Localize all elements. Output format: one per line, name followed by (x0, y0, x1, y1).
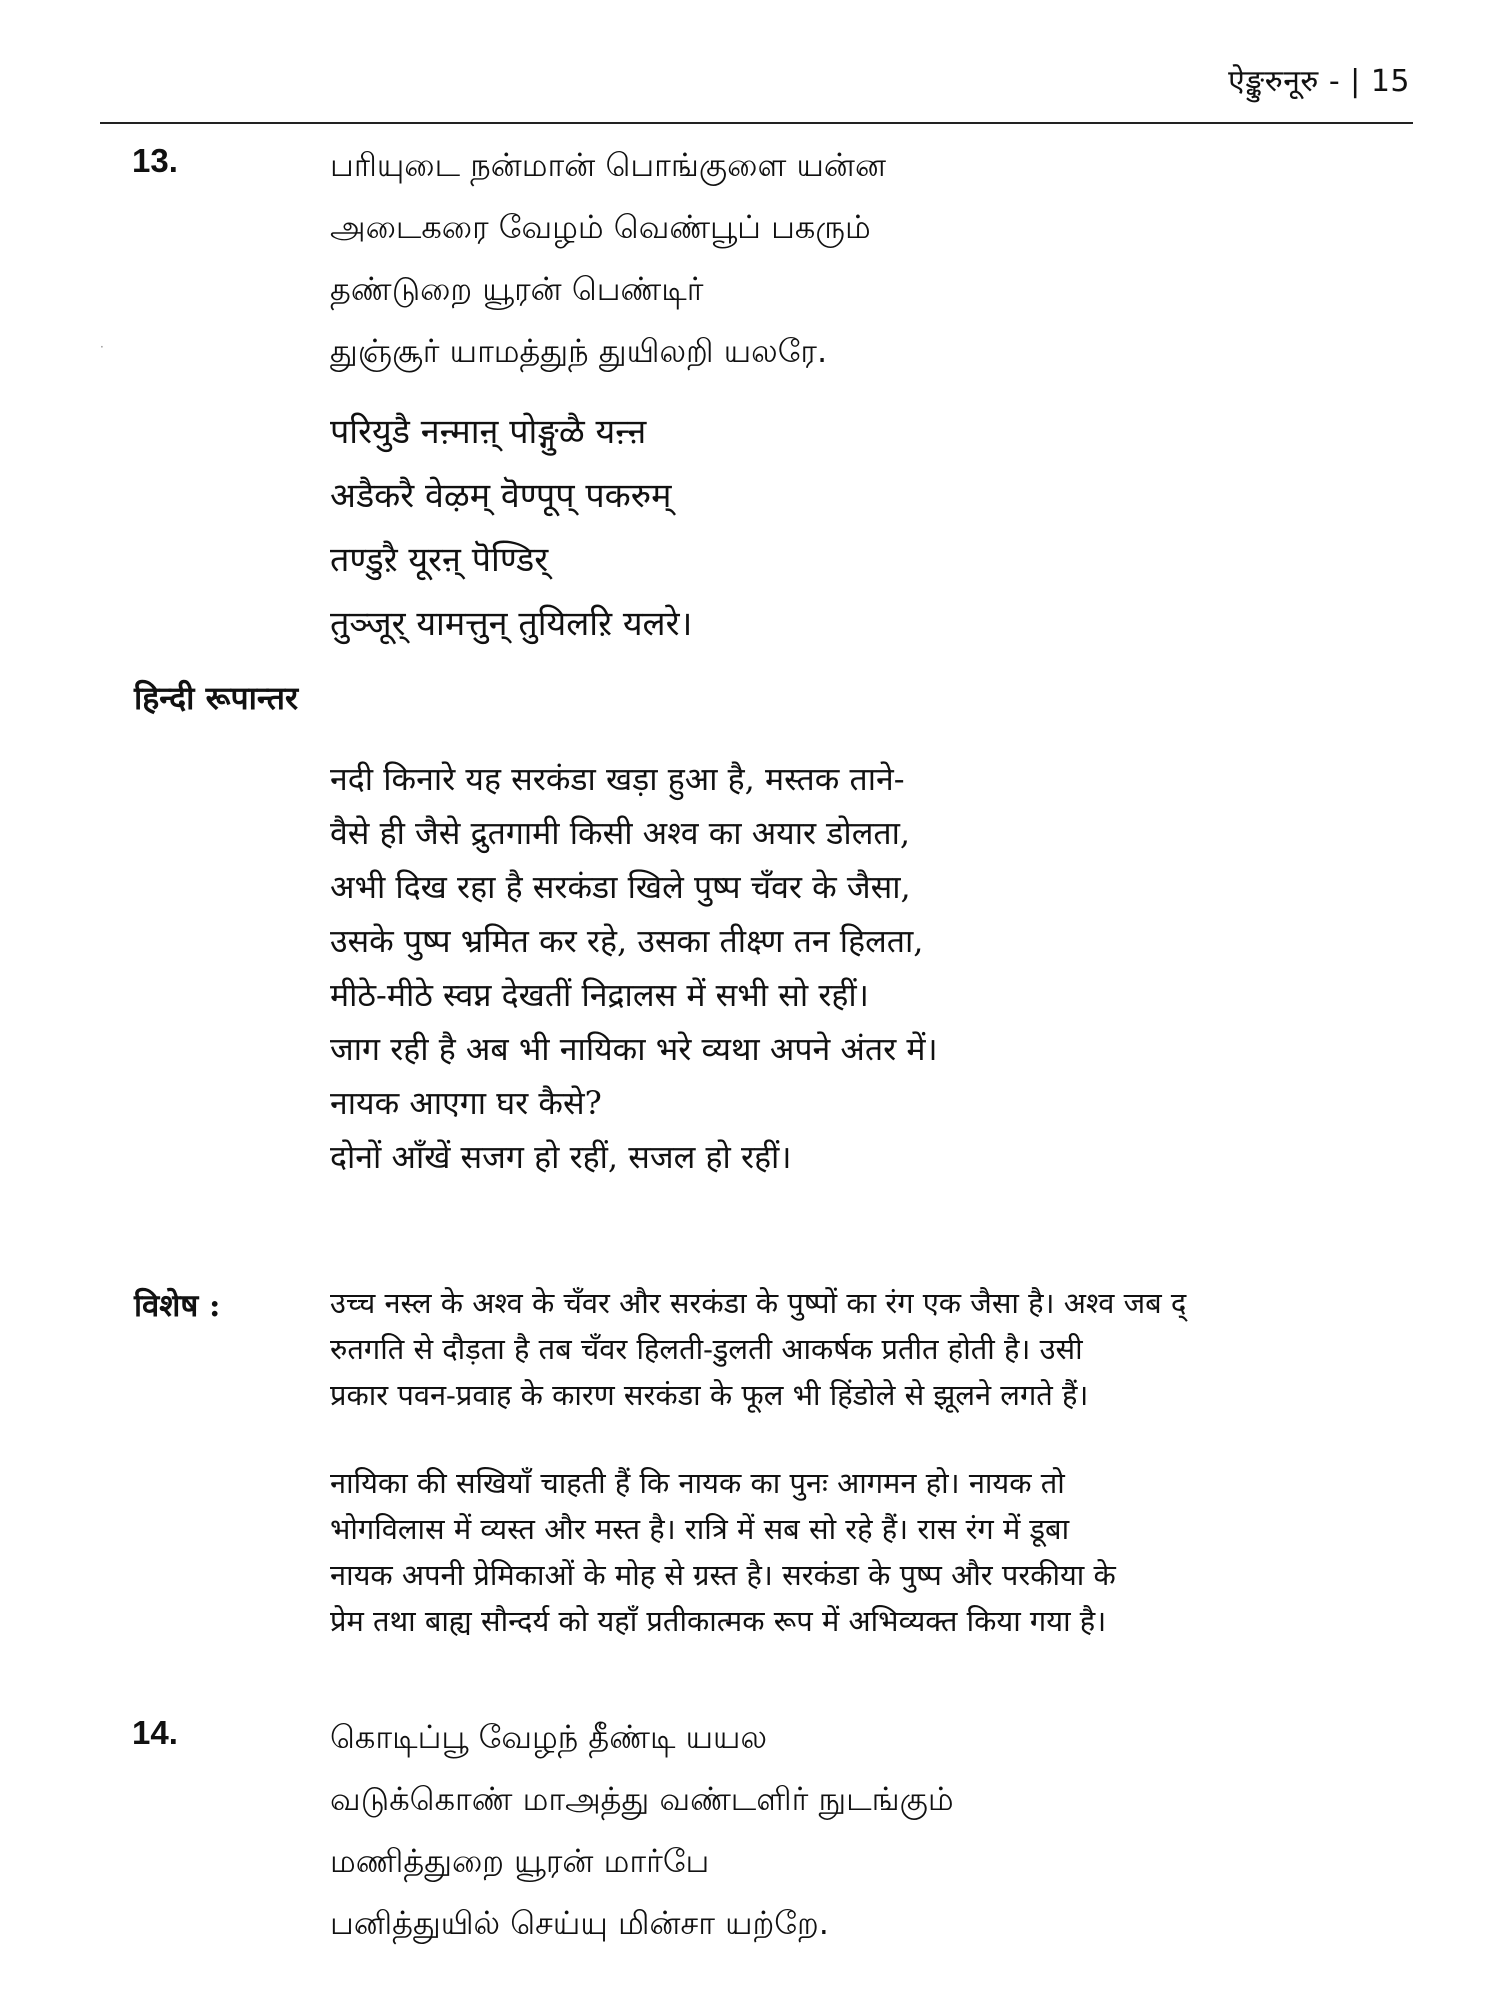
para-line: नायिका की सखियाँ चाहती हैं कि नायक का पुनः आगमन हो। नायक तो (330, 1466, 1065, 1500)
poem-line: दोनों आँखें सजग हो रहीं, सजल हो रहीं। (330, 1138, 792, 1176)
vishesh-label: विशेष : (134, 1288, 221, 1324)
para-line: भोगविलास में व्यस्त और मस्त है। रात्रि में सब सो रहे हैं। रास रंग में डूबा (330, 1512, 1070, 1546)
poem-line: वैसे ही जैसे द्रुतगामी किसी अश्व का अयार डोलता, (330, 814, 911, 852)
translit-line: तण्डुऱै यूरऩ् पॆण्डिर् (330, 540, 549, 580)
vishesh-paragraph-2 (330, 1460, 1420, 1644)
vishesh-paragraph-1 (330, 1280, 1420, 1418)
verse-line: துஞ்சூர் யாமத்துந் துயிலறி யலரே. (330, 332, 828, 370)
poem-line: मीठे-मीठे स्वप्न देखतीं निद्रालस में सभी सो रहीं। (330, 976, 869, 1014)
verse-line: தண்டுறை யூரன் பெண்டிர் (330, 270, 704, 308)
verse-13-tamil (330, 134, 886, 382)
verse-13-transliteration (330, 400, 692, 656)
verse-line: பனித்துயில் செய்யு மின்சா யற்றே. (330, 1904, 829, 1942)
poem-line: अभी दिख रहा है सरकंडा खिले पुष्प चँवर के जैसा, (330, 868, 911, 906)
para-line: प्रकार पवन-प्रवाह के कारण सरकंडा के फूल भी हिंडोले से झूलने लगते हैं। (330, 1378, 1089, 1412)
poem-line: नायक आएगा घर कैसे? (330, 1084, 602, 1122)
para-line: रुतगति से दौड़ता है तब चँवर हिलती-डुलती आकर्षक प्रतीत होती है। उसी (330, 1332, 1083, 1366)
para-line: उच्च नस्ल के अश्व के चँवर और सरकंडा के पुष्पों का रंग एक जैसा है। अश्व जब द् (330, 1286, 1187, 1320)
poem-line: जाग रही है अब भी नायिका भरे व्यथा अपने अंतर में। (330, 1030, 938, 1068)
verse-line: கொடிப்பூ வேழந் தீண்டி யயல (330, 1718, 768, 1756)
para-line: प्रेम तथा बाह्य सौन्दर्य को यहाँ प्रतीकात्मक रूप में अभिव्यक्त किया गया है। (330, 1604, 1107, 1638)
verse-13-number: 13. (132, 142, 178, 179)
poem-line: नदी किनारे यह सरकंडा खड़ा हुआ है, मस्तक ताने- (330, 760, 905, 798)
para-line: नायक अपनी प्रेमिकाओं के मोह से ग्रस्त है। सरकंडा के पुष्प और परकीया के (330, 1558, 1116, 1592)
hindi-translation (330, 752, 938, 1184)
header-rule (100, 122, 1413, 124)
translit-line: तुञ्जूर् यामत्तुन् तुयिलऱि यलरे। (330, 604, 693, 644)
verse-line: பரியுடை நன்மான் பொங்குளை யன்ன (330, 146, 886, 184)
translit-line: अडैकरै वेऴम् वॆण्पूप् पकरुम् (330, 476, 672, 516)
section-heading: हिन्दी रूपान्तर (134, 679, 299, 717)
verse-line: அடைகரை வேழம் வெண்பூப் பகரும் (330, 208, 871, 246)
poem-line: उसके पुष्प भ्रमित कर रहे, उसका तीक्ष्ण तन हिलता, (330, 922, 924, 960)
verse-line: மணித்துறை யூரன் மார்பே (330, 1842, 710, 1880)
verse-14-tamil (330, 1706, 954, 1954)
margin-mark: · (100, 340, 104, 354)
verse-14-number: 14. (132, 1714, 178, 1751)
running-header: ऐङ्कुरुनूरु - | 15 (1228, 64, 1410, 99)
translit-line: परियुडै नऩ्माऩ् पोङ्गुळै यऩ्ऩ (330, 412, 647, 452)
verse-line: வடுக்கொண் மாஅத்து வண்டளிர் நுடங்கும் (330, 1780, 954, 1818)
